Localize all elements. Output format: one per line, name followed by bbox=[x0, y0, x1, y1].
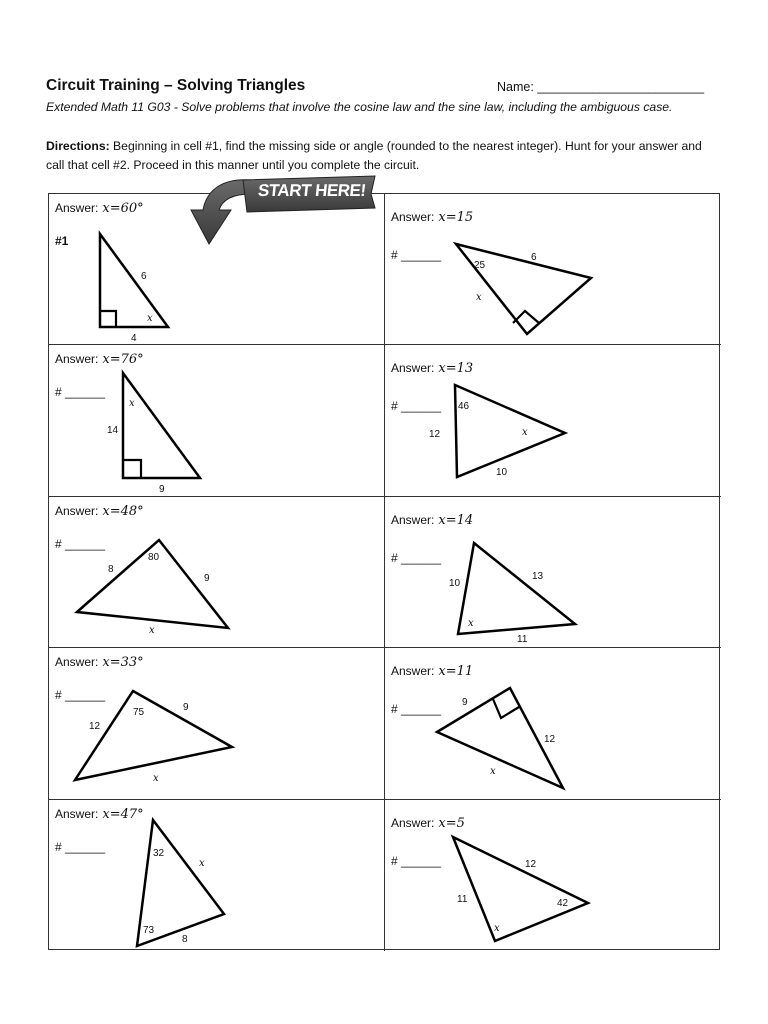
angle-label: 32 bbox=[153, 847, 165, 859]
circuit-cell bbox=[385, 800, 721, 951]
angle-label: 25 bbox=[474, 260, 486, 271]
angle-label: 80 bbox=[148, 551, 160, 563]
side-label: 8 bbox=[182, 933, 188, 945]
side-label: 9 bbox=[159, 484, 165, 496]
right-angle-marker bbox=[493, 699, 519, 718]
triangle-shape bbox=[75, 691, 232, 780]
answer-value: x=33° bbox=[102, 655, 144, 671]
triangle-shape bbox=[458, 543, 575, 634]
triangle-diagram bbox=[385, 194, 721, 345]
circuit-cell bbox=[49, 648, 385, 799]
cell-number-blank: # ______ bbox=[55, 385, 106, 400]
answer-value: x=5 bbox=[438, 815, 465, 831]
triangle-shape bbox=[100, 234, 168, 327]
cell-number-blank: # ______ bbox=[391, 248, 442, 262]
angle-label: 46 bbox=[458, 401, 470, 413]
side-label: 8 bbox=[108, 563, 114, 575]
side-label: 12 bbox=[544, 734, 556, 746]
directions-label: Directions: bbox=[46, 139, 110, 153]
circuit-cell bbox=[49, 497, 385, 648]
variable-label: x bbox=[129, 398, 135, 410]
circuit-cell bbox=[385, 497, 721, 648]
triangle-shape bbox=[456, 244, 591, 334]
answer-value: x=11 bbox=[438, 664, 474, 680]
side-label: 12 bbox=[525, 858, 537, 870]
circuit-cell bbox=[385, 648, 721, 799]
circuit-grid bbox=[48, 193, 720, 950]
answer-label: Answer: bbox=[55, 655, 99, 670]
answer-label: Answer: bbox=[55, 806, 99, 821]
right-angle-marker bbox=[123, 460, 141, 478]
cell-number-blank: # ______ bbox=[391, 399, 442, 414]
triangle-shape bbox=[453, 837, 588, 941]
triangle-diagram bbox=[49, 800, 385, 951]
variable-label: x bbox=[149, 624, 155, 636]
subtitle: Extended Math 11 G03 - Solve problems that involve the cosine law and the sine law, including the ambiguous case. bbox=[46, 100, 673, 114]
side-label: 9 bbox=[204, 572, 210, 584]
answer-label: Answer: bbox=[55, 201, 99, 215]
answer-label: Answer: bbox=[55, 352, 99, 367]
answer-value: x=13 bbox=[438, 361, 474, 377]
triangle-diagram bbox=[49, 345, 385, 496]
variable-label: x bbox=[522, 427, 528, 439]
angle-label: 42 bbox=[557, 897, 569, 909]
curved-arrow-icon bbox=[191, 180, 251, 244]
variable-label: x bbox=[476, 292, 482, 303]
side-label: 6 bbox=[531, 252, 537, 263]
cell-number-blank: # ______ bbox=[391, 853, 442, 868]
triangle-diagram bbox=[385, 648, 721, 799]
variable-label: x bbox=[468, 617, 474, 629]
answer-label: Answer: bbox=[391, 815, 435, 830]
triangle-diagram bbox=[385, 345, 721, 496]
triangle-shape bbox=[455, 385, 565, 477]
side-label: 10 bbox=[496, 467, 508, 479]
cell-number-blank: # ______ bbox=[391, 702, 442, 717]
answer-value: x=76° bbox=[102, 352, 144, 368]
side-label: 6 bbox=[141, 271, 147, 282]
cell-number-blank: # ______ bbox=[391, 550, 442, 565]
answer-value: x=14 bbox=[438, 512, 474, 528]
start-here-label: START HERE! bbox=[257, 181, 367, 200]
right-angle-marker bbox=[100, 311, 116, 327]
answer-value: x=15 bbox=[438, 210, 474, 225]
answer-label: Answer: bbox=[55, 503, 99, 518]
answer-label: Answer: bbox=[391, 210, 435, 224]
variable-label: x bbox=[494, 922, 500, 934]
side-label: 10 bbox=[449, 577, 461, 589]
circuit-cell bbox=[49, 345, 385, 496]
side-label: 4 bbox=[131, 333, 137, 344]
side-label: 9 bbox=[462, 697, 468, 709]
side-label: 9 bbox=[183, 702, 189, 714]
angle-label: 75 bbox=[133, 707, 145, 719]
variable-label: x bbox=[153, 773, 159, 785]
directions-text: Beginning in cell #1, find the missing side or angle (rounded to the nearest integer). Hunt for your answer and call that cell #2. Proceed in this manner until you complete the circuit. bbox=[46, 139, 702, 172]
answer-label: Answer: bbox=[391, 361, 435, 376]
cell-number-blank: # ______ bbox=[55, 688, 106, 703]
side-label: 14 bbox=[107, 425, 119, 437]
circuit-cell bbox=[49, 800, 385, 951]
side-label: 13 bbox=[532, 570, 544, 582]
triangle-diagram bbox=[49, 497, 385, 648]
variable-label: x bbox=[147, 313, 153, 324]
name-field-label: Name: ________________________ bbox=[497, 80, 705, 94]
circuit-cell bbox=[385, 194, 721, 345]
triangle-diagram bbox=[385, 800, 721, 951]
triangle-diagram bbox=[385, 497, 721, 648]
side-label: 11 bbox=[517, 633, 528, 645]
side-label: 11 bbox=[457, 893, 468, 905]
cell-number-blank: # ______ bbox=[55, 839, 106, 854]
angle-label: 73 bbox=[143, 924, 155, 936]
variable-label: x bbox=[199, 857, 205, 869]
variable-label: x bbox=[490, 766, 496, 778]
page-title: Circuit Training – Solving Triangles bbox=[46, 77, 306, 94]
answer-label: Answer: bbox=[391, 512, 435, 527]
cell-number-blank: # ______ bbox=[55, 536, 106, 551]
circuit-cell bbox=[385, 345, 721, 496]
side-label: 12 bbox=[89, 721, 101, 733]
triangle-diagram bbox=[49, 648, 385, 799]
answer-value: x=47° bbox=[102, 806, 144, 822]
answer-value: x=48° bbox=[102, 503, 144, 519]
side-label: 12 bbox=[429, 429, 441, 441]
cell-number: #1 bbox=[55, 234, 69, 248]
answer-value: x=60° bbox=[102, 201, 144, 216]
triangle-shape bbox=[123, 373, 200, 478]
answer-label: Answer: bbox=[391, 664, 435, 679]
